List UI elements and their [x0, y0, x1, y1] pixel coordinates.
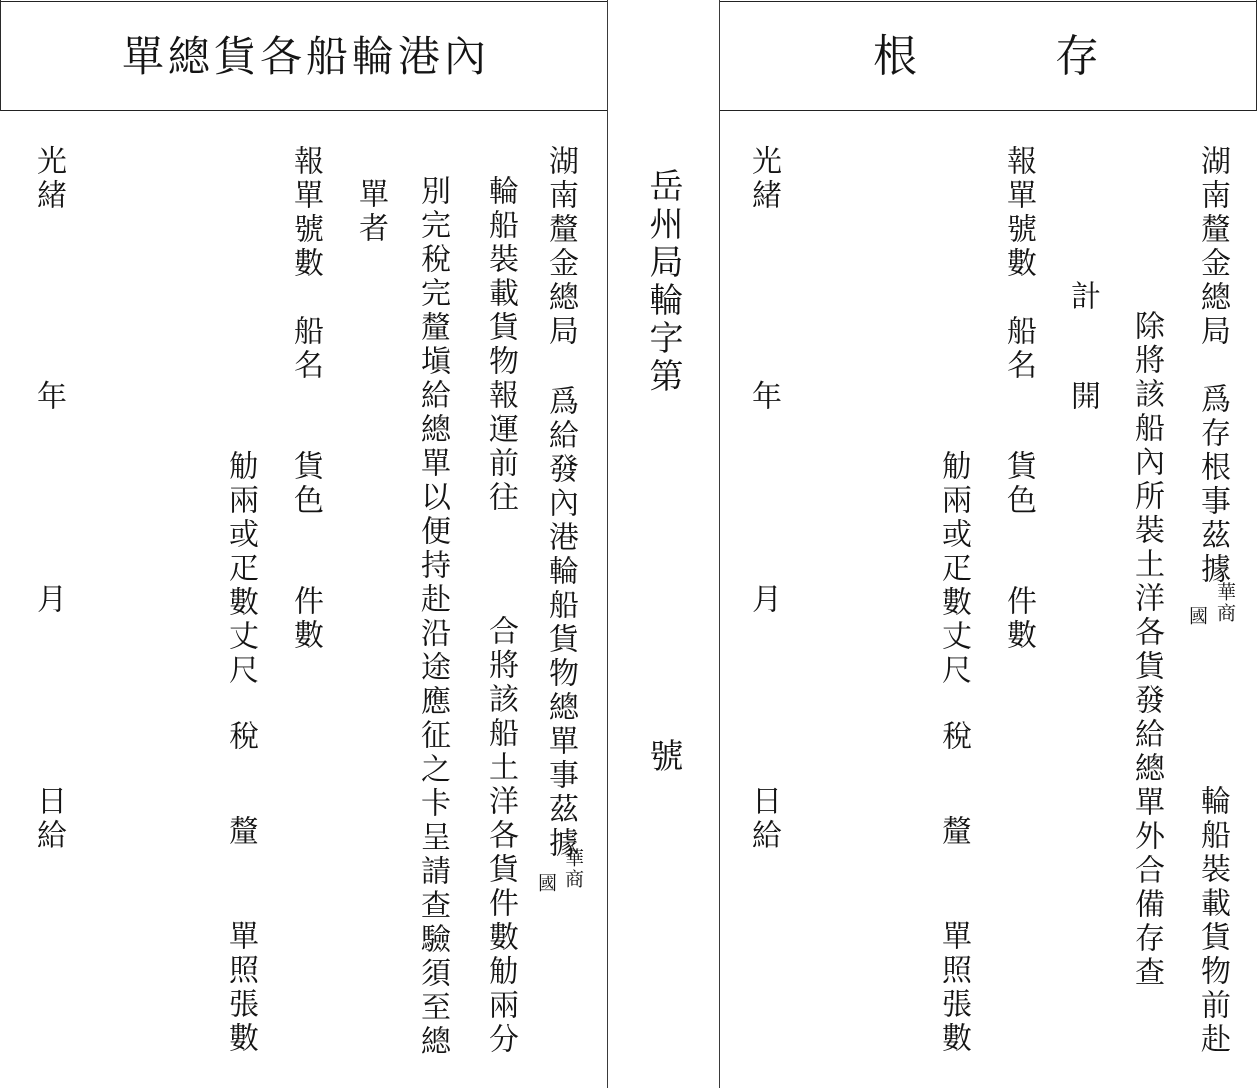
left-goods: 合將該船土洋各貨件數觔兩分	[483, 615, 518, 1057]
left-merchant-note-b: 國	[535, 873, 557, 894]
right-title-box-top-rule	[720, 1, 1257, 2]
left-field-permit-count: 單照張數	[223, 920, 258, 1056]
right-fold-line	[719, 0, 720, 1088]
left-field-goods-type: 貨色	[288, 450, 323, 518]
right-merchant-note-a: 華商	[1214, 582, 1236, 624]
right-field-ship-name: 船名	[1001, 315, 1036, 383]
left-shipment: 輪船裝載貨物報運前往	[483, 175, 518, 515]
right-field-tax: 稅	[936, 720, 971, 754]
right-field-weight-length: 觔兩或疋數丈尺	[936, 450, 971, 688]
left-field-tax: 稅	[223, 720, 258, 754]
right-field-report-number: 報單號數	[1001, 145, 1036, 281]
right-list-heading-ji: 計	[1065, 280, 1100, 314]
left-field-weight-length: 觔兩或疋數丈尺	[223, 450, 258, 688]
left-instruction: 別完稅完釐塡給總單以便持赴沿途應征之卡呈請查驗須至總	[415, 175, 450, 1059]
right-field-lijin: 釐	[936, 815, 971, 849]
left-date-month: 月	[31, 583, 66, 617]
left-date-year: 年	[31, 380, 66, 414]
left-date-day-issued: 日給	[31, 785, 66, 853]
right-title-box-side-rule	[1256, 0, 1257, 111]
left-field-report-number: 報單號數	[288, 145, 323, 281]
left-date-era: 光緒	[31, 145, 66, 213]
left-merchant-note-a: 華商	[562, 848, 584, 890]
right-list-heading-kai: 開	[1065, 380, 1100, 414]
right-field-piece-count: 件數	[1001, 585, 1036, 653]
right-field-permit-count: 單照張數	[936, 920, 971, 1056]
right-title-box-bottom-rule	[720, 110, 1257, 111]
left-field-ship-name: 船名	[288, 315, 323, 383]
left-purpose: 爲給發內港輪船貨物總單事茲據	[543, 385, 578, 861]
right-date-day-issued: 日給	[746, 785, 781, 853]
right-issuer: 湖南釐金總局	[1195, 145, 1230, 349]
right-date-year: 年	[746, 380, 781, 414]
right-field-goods-type: 貨色	[1001, 450, 1036, 518]
right-purpose: 爲存根事茲據	[1195, 383, 1230, 587]
left-title-box-bottom-rule	[0, 110, 608, 111]
left-closing: 單者	[353, 178, 388, 246]
serial-prefix: 岳州局輪字第	[643, 168, 683, 396]
left-form-title: 單總貨各船輪港內	[121, 32, 490, 81]
right-statement: 除將該船內所裝土洋各貨發給總單外合備存查	[1129, 310, 1164, 990]
left-fold-line	[607, 0, 608, 1088]
left-field-piece-count: 件數	[288, 585, 323, 653]
right-merchant-note-b: 國	[1186, 606, 1208, 627]
right-date-era: 光緒	[746, 145, 781, 213]
right-form-title: 根存	[873, 31, 1237, 82]
left-issuer: 湖南釐金總局	[543, 145, 578, 349]
serial-suffix: 號	[643, 738, 683, 776]
right-date-month: 月	[746, 583, 781, 617]
left-title-box-top-rule	[0, 1, 608, 2]
left-field-lijin: 釐	[223, 815, 258, 849]
right-shipment: 輪船裝載貨物前赴	[1195, 785, 1230, 1057]
